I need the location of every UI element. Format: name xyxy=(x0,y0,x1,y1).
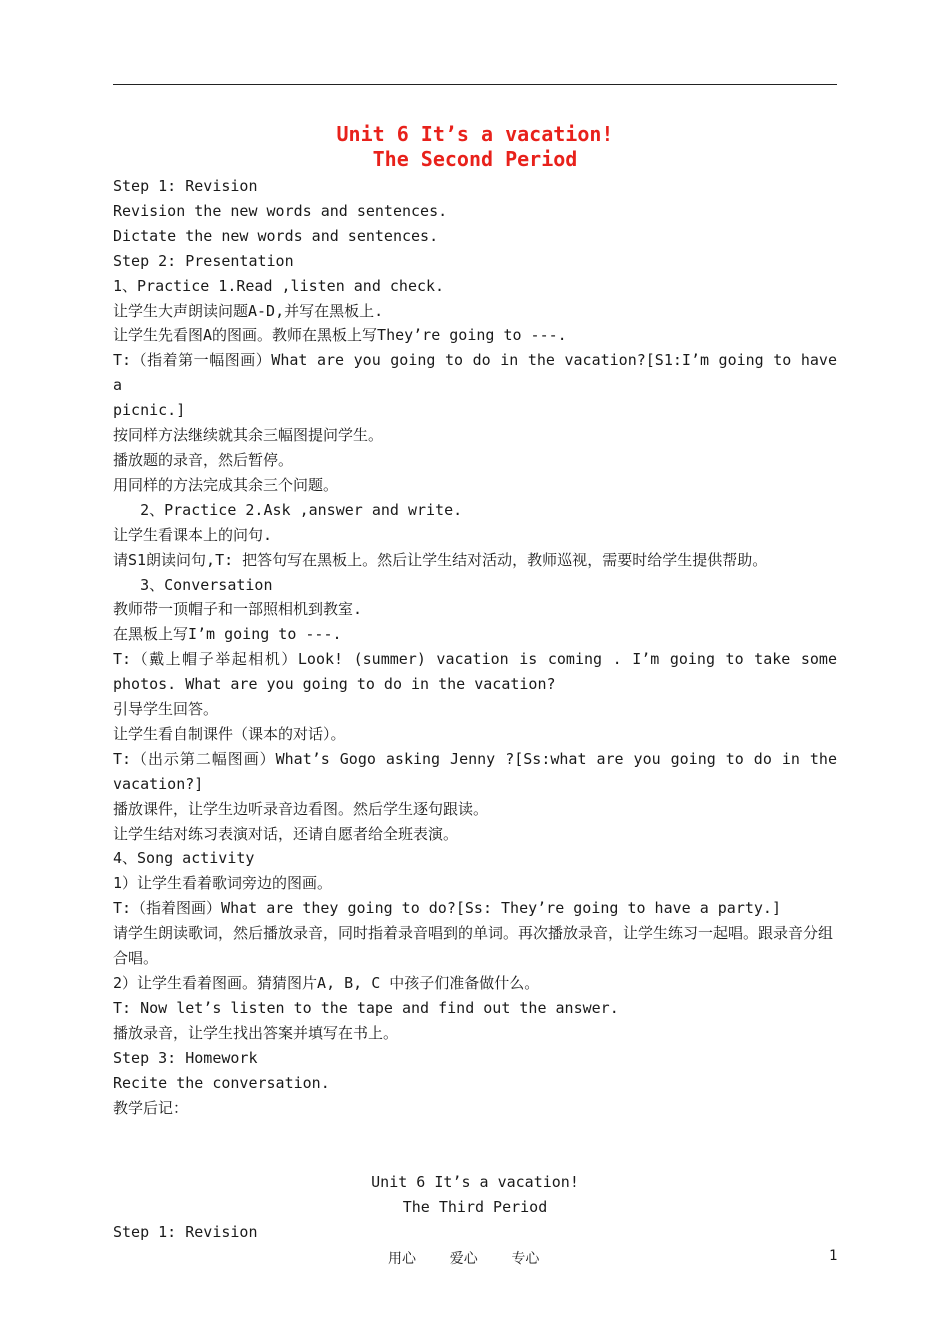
text-line: 在黑板上写I’m going to ---. xyxy=(113,625,342,644)
text-line: 用同样的方法完成其余三个问题。 xyxy=(113,475,339,494)
text-line: Step 2: Presentation xyxy=(113,251,294,270)
period-title: The Second Period xyxy=(372,147,578,171)
document-body xyxy=(113,122,837,1245)
text-line: T:（戴上帽子举起相机）Look! (summer) vacation is coming . I’m going to take some xyxy=(113,650,837,669)
text-line: Step 1: Revision xyxy=(113,1223,258,1242)
text-line: 1、Practice 1.Read ,listen and check. xyxy=(113,276,445,295)
lesson-plan-second-period xyxy=(113,174,837,1120)
text-line: 让学生结对练习表演对话，还请自愿者给全班表演。 xyxy=(113,824,459,843)
section-spacer xyxy=(113,1120,837,1170)
footer-motto: 用心 爱心 专心 xyxy=(388,1251,540,1267)
unit-title: Unit 6 It’s a vacation! xyxy=(336,122,614,146)
text-line: T:（出示第二幅图画）What’s Gogo asking Jenny ?[Ss:what are you going to do in the xyxy=(113,749,837,768)
text-line: Step 3: Homework xyxy=(113,1048,258,1067)
text-line: 1）让学生看着歌词旁边的图画。 xyxy=(113,874,333,893)
text-line: 教师带一顶帽子和一部照相机到教室. xyxy=(113,600,363,619)
text-line: 按同样方法继续就其余三幅图提问学生。 xyxy=(113,426,384,445)
text-line: 请S1朗读问句,T: 把答句写在黑板上。然后让学生结对活动，教师巡视，需要时给学生提供帮助。 xyxy=(113,550,768,569)
text-line: 播放题的录音，然后暂停。 xyxy=(113,450,294,469)
text-line: Dictate the new words and sentences. xyxy=(113,226,439,245)
text-line: 请学生朗读歌词，然后播放录音，同时指着录音唱到的单词。再次播放录音，让学生练习一起唱。跟录音分组合唱。 xyxy=(113,924,834,968)
unit-title-2: Unit 6 It’s a vacation! xyxy=(371,1173,579,1192)
text-line: vacation?] xyxy=(113,774,204,793)
text-line: 让学生看自制课件（课本的对话）。 xyxy=(113,724,346,743)
text-line: 4、Song activity xyxy=(113,849,255,868)
text-line: 2、Practice 2.Ask ,answer and write. xyxy=(113,500,463,519)
text-line: 教学后记： xyxy=(113,1098,189,1117)
text-line: picnic.] xyxy=(113,401,186,420)
text-line: 3、Conversation xyxy=(113,575,273,594)
text-line: 播放录音，让学生找出答案并填写在书上。 xyxy=(113,1023,399,1042)
text-line: 让学生看课本上的问句. xyxy=(113,525,273,544)
text-line: photos. What are you going to do in the vacation? xyxy=(113,675,556,694)
text-line: 2）让学生看着图画。猜猜图片A, B, C 中孩子们准备做什么。 xyxy=(113,974,540,992)
period-title-2: The Third Period xyxy=(402,1198,548,1217)
text-line: 让学生大声朗读问题A-D,并写在黑板上. xyxy=(113,301,384,320)
header-rule xyxy=(113,84,837,85)
text-line: 播放课件，让学生边听录音边看图。然后学生逐句跟读。 xyxy=(113,799,489,818)
text-line: 让学生先看图A的图画。教师在黑板上写They’re going to ---. xyxy=(113,326,567,345)
text-line: T:（指着图画）What are they going to do?[Ss: They’re going to have a party.] xyxy=(113,899,781,918)
text-line: T: Now let’s listen to the tape and find out the answer. xyxy=(113,998,619,1017)
text-line: Step 1: Revision xyxy=(113,177,258,195)
text-line: 引导学生回答。 xyxy=(113,700,219,719)
text-line: Recite the conversation. xyxy=(113,1073,330,1092)
text-line: T:（指着第一幅图画）What are you going to do in the vacation?[S1:I’m going to have a xyxy=(113,351,837,395)
page-number: 1 xyxy=(829,1248,838,1264)
text-line: Revision the new words and sentences. xyxy=(113,201,448,220)
